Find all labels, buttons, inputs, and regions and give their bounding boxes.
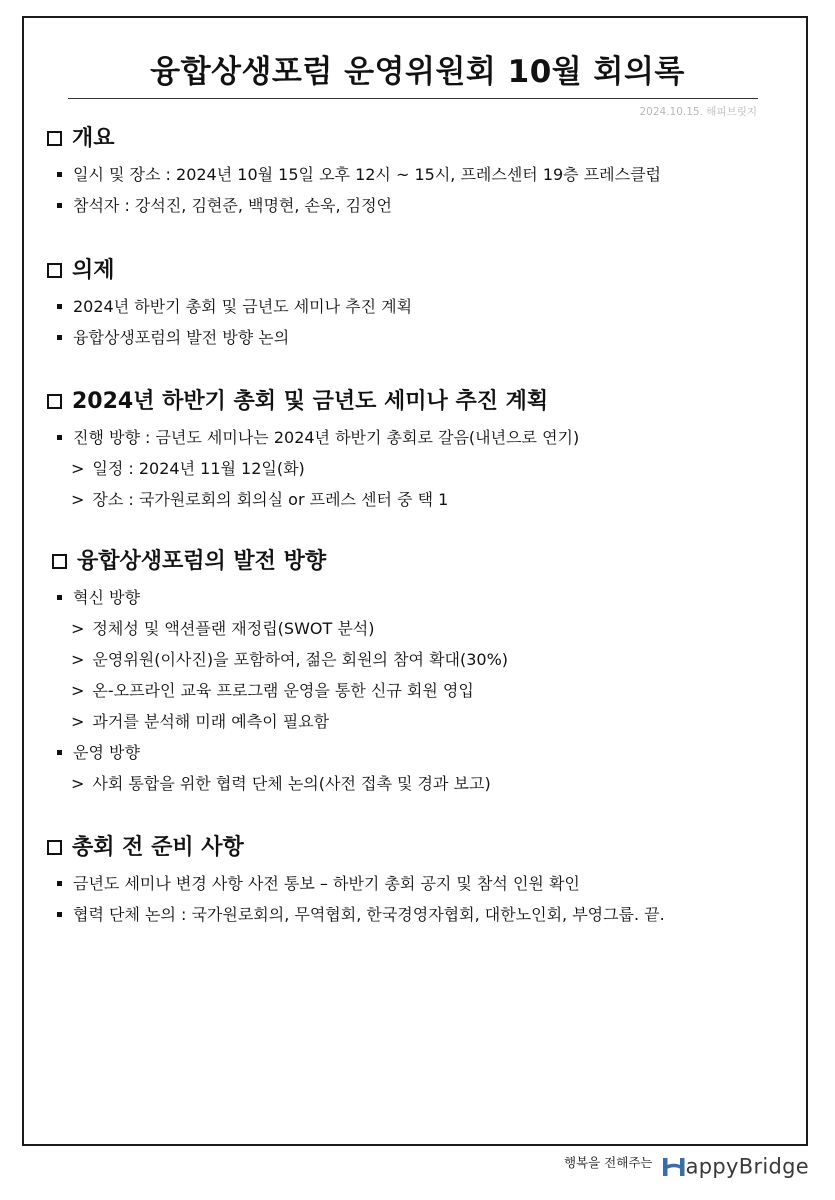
arrow-marker-icon: > xyxy=(71,712,85,731)
list-item: 융합상생포럼의 발전 방향 논의 xyxy=(57,322,807,353)
checkbox-icon xyxy=(47,840,62,855)
list-item: 금년도 세미나 변경 사항 사전 통보 – 하반기 총회 공지 및 참석 인원 확인 xyxy=(57,868,807,899)
square-bullet-icon xyxy=(57,750,62,755)
sub-list-item: > 일정 : 2024년 11월 12일(화) xyxy=(71,459,305,478)
section-heading: 총회 전 준비 사항 xyxy=(47,833,807,863)
square-bullet-icon xyxy=(57,335,62,340)
sub-list-item: > 운영위원(이사진)을 포함하여, 젊은 회원의 참여 확대(30%) xyxy=(71,650,509,669)
list-item: 혁신 방향 xyxy=(57,582,807,613)
square-bullet-icon xyxy=(57,595,62,600)
arrow-marker-icon: > xyxy=(71,774,85,793)
list-item: 일시 및 장소 : 2024년 10월 15일 오후 12시 ~ 15시, 프레스센터 19층 프레스클럽 xyxy=(57,159,807,190)
footer-tagline: 행복을 전해주는 xyxy=(563,1155,653,1170)
document-title: 융합상생포럼 운영위원회 10월 회의록 xyxy=(150,54,685,90)
section-agenda xyxy=(47,256,807,353)
section-heading: 개요 xyxy=(47,124,807,154)
section-heading: 의제 xyxy=(47,256,807,286)
brand-name: appyBridge xyxy=(685,1154,809,1179)
list-item: 협력 단체 논의 : 국가원로회의, 무역협회, 한국경영자협회, 대한노인회, 부영그룹. 끝. xyxy=(57,899,807,930)
list-item: 2024년 하반기 총회 및 금년도 세미나 추진 계획 xyxy=(57,291,807,322)
happybridge-h-logo-icon xyxy=(662,1156,686,1178)
arrow-marker-icon: > xyxy=(71,459,85,478)
square-bullet-icon xyxy=(57,304,62,309)
sub-list-item: > 사회 통합을 위한 협력 단체 논의(사전 접촉 및 경과 보고) xyxy=(71,774,491,793)
footer xyxy=(564,1153,809,1183)
document-date: 2024.10.15. 해피브릿지 xyxy=(639,106,757,118)
title-divider xyxy=(68,98,758,99)
checkbox-icon xyxy=(47,131,62,146)
sub-list-item: > 온-오프라인 교육 프로그램 운영을 통한 신규 회원 영입 xyxy=(71,681,474,700)
square-bullet-icon xyxy=(57,435,62,440)
sub-list-item: > 정체성 및 액션플랜 재정립(SWOT 분석) xyxy=(71,619,375,638)
list-item: 진행 방향 : 금년도 세미나는 2024년 하반기 총회로 갈음(내년으로 연기) xyxy=(57,422,807,453)
square-bullet-icon xyxy=(57,881,62,886)
section-plan xyxy=(47,387,807,515)
arrow-marker-icon: > xyxy=(71,650,85,669)
arrow-marker-icon: > xyxy=(71,681,85,700)
section-direction xyxy=(47,547,807,799)
arrow-marker-icon: > xyxy=(71,619,85,638)
square-bullet-icon xyxy=(57,203,62,208)
list-item: 참석자 : 강석진, 김현준, 백명현, 손욱, 김정언 xyxy=(57,190,807,221)
section-heading: 융합상생포럼의 발전 방향 xyxy=(52,547,807,577)
section-overview xyxy=(47,124,807,221)
checkbox-icon xyxy=(47,394,62,409)
section-heading: 2024년 하반기 총회 및 금년도 세미나 추진 계획 xyxy=(47,387,807,417)
square-bullet-icon xyxy=(57,912,62,917)
list-item: 운영 방향 xyxy=(57,737,807,768)
sub-list-item: > 과거를 분석해 미래 예측이 필요함 xyxy=(71,712,330,731)
checkbox-icon xyxy=(52,554,67,569)
square-bullet-icon xyxy=(57,172,62,177)
sub-list-item: > 장소 : 국가원로회의 회의실 or 프레스 센터 중 택 1 xyxy=(71,490,449,509)
checkbox-icon xyxy=(47,263,62,278)
arrow-marker-icon: > xyxy=(71,490,85,509)
section-preparation xyxy=(47,833,807,930)
